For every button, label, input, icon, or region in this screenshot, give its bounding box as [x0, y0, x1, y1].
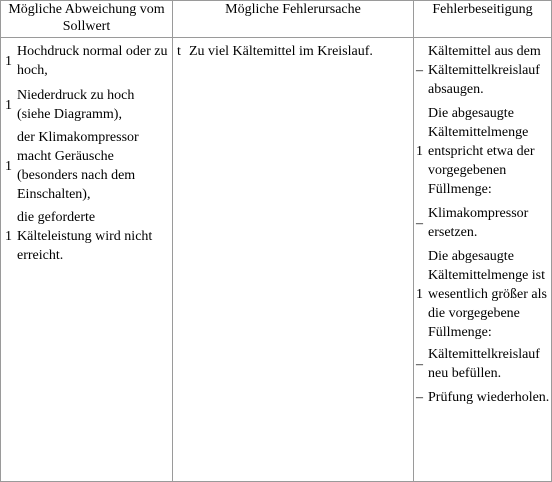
deviation-item: [1, 208, 172, 265]
remedy-item: [414, 42, 551, 99]
remedy-marker: –: [416, 356, 423, 372]
remedy-marker: 1: [416, 287, 423, 302]
remedy-cell: [414, 38, 552, 482]
remedy-text: Kältemittel aus dem Kältemittelkreislauf absaugen.: [428, 44, 541, 97]
remedy-text: Prüfung wiederholen.: [428, 390, 550, 405]
remedy-item: [414, 388, 551, 407]
remedy-text: Klimakompressor ersetzen.: [428, 206, 529, 240]
deviation-text: Niederdruck zu hoch (siehe Diagramm),: [17, 88, 135, 122]
remedy-marker: –: [416, 215, 423, 231]
deviation-marker: 1: [5, 53, 12, 69]
remedy-marker: 1: [416, 144, 423, 159]
remedy-text: Die abgesaugte Kältemittelmenge entspricht etwa der vorgegebenen Füllmenge:: [428, 106, 535, 197]
cause-marker: t: [177, 44, 181, 59]
cause-cell: [173, 38, 414, 482]
deviation-marker: 1: [5, 229, 12, 244]
remedy-marker: –: [416, 390, 423, 405]
remedy-text: Kältemittelkreislauf neu befüllen.: [428, 347, 540, 381]
deviation-marker: 1: [5, 97, 12, 113]
header-cause: Mögliche Fehlerursache: [173, 1, 414, 38]
remedy-item: [414, 104, 551, 199]
deviation-text: die geforderte Kälteleistung wird nicht erreicht.: [17, 210, 153, 263]
remedy-item: [414, 204, 551, 242]
deviation-item: [1, 42, 172, 80]
remedy-text: Die abgesaugte Kältemittelmenge ist wesentlich größer als die vorgegebene Füllmenge:: [428, 249, 547, 340]
header-remedy: Fehlerbeseitigung: [414, 1, 552, 38]
cause-text: Zu viel Kältemittel im Kreislauf.: [189, 44, 373, 59]
remedy-item: [414, 345, 551, 383]
deviation-item: [1, 86, 172, 124]
deviation-cell: [1, 38, 173, 482]
header-row: [1, 1, 552, 38]
table-row: [1, 38, 552, 482]
deviation-item: [1, 128, 172, 204]
remedy-marker: –: [416, 63, 423, 78]
remedy-item: [414, 247, 551, 342]
cause-item: [173, 42, 413, 61]
deviation-text: Hochdruck normal oder zu hoch,: [17, 44, 168, 78]
deviation-text: der Klimakompressor macht Geräusche (besonders nach dem Einschalten),: [17, 130, 139, 202]
deviation-marker: 1: [5, 158, 12, 174]
header-deviation: Mögliche Abweichung vom Sollwert: [1, 1, 173, 38]
